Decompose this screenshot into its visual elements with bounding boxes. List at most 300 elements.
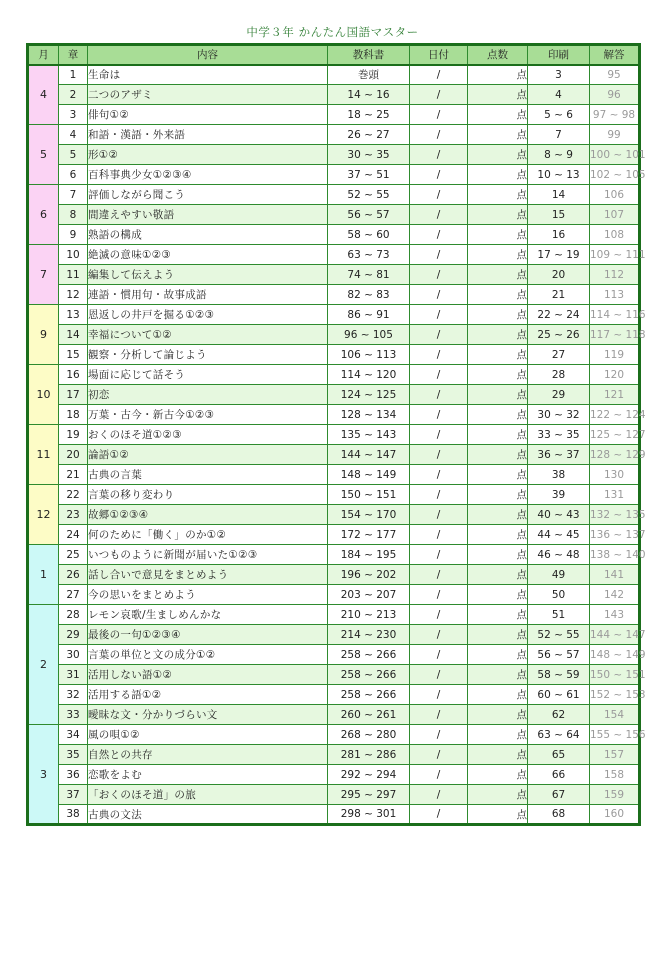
table-row bbox=[28, 325, 640, 345]
textbook-pages-cell: 58 ~ 60 bbox=[328, 225, 410, 245]
print-cell: 33 ~ 35 bbox=[528, 425, 590, 445]
answer-cell: 114 ~ 116 bbox=[590, 305, 640, 325]
chapter-cell: 4 bbox=[59, 125, 88, 145]
textbook-pages-cell: 86 ~ 91 bbox=[328, 305, 410, 325]
table-row bbox=[28, 305, 640, 325]
score-cell: 点 bbox=[468, 505, 528, 525]
chapter-cell: 29 bbox=[59, 625, 88, 645]
textbook-pages-cell: 292 ~ 294 bbox=[328, 765, 410, 785]
score-cell: 点 bbox=[468, 405, 528, 425]
date-cell: / bbox=[410, 745, 468, 765]
score-cell: 点 bbox=[468, 145, 528, 165]
content-cell: 二つのアザミ bbox=[88, 85, 328, 105]
chapter-cell: 35 bbox=[59, 745, 88, 765]
textbook-pages-cell: 196 ~ 202 bbox=[328, 565, 410, 585]
content-cell: 編集して伝えよう bbox=[88, 265, 328, 285]
chapter-cell: 1 bbox=[59, 65, 88, 85]
date-cell: / bbox=[410, 185, 468, 205]
content-cell: 観察・分析して論じよう bbox=[88, 345, 328, 365]
table-row bbox=[28, 785, 640, 805]
print-cell: 30 ~ 32 bbox=[528, 405, 590, 425]
table-row bbox=[28, 765, 640, 785]
date-cell: / bbox=[410, 345, 468, 365]
header-date: 日付 bbox=[410, 45, 468, 65]
answer-cell: 142 bbox=[590, 585, 640, 605]
score-cell: 点 bbox=[468, 65, 528, 85]
date-cell: / bbox=[410, 785, 468, 805]
score-cell: 点 bbox=[468, 785, 528, 805]
chapter-cell: 23 bbox=[59, 505, 88, 525]
textbook-pages-cell: 258 ~ 266 bbox=[328, 685, 410, 705]
answer-cell: 99 bbox=[590, 125, 640, 145]
table-row bbox=[28, 365, 640, 385]
table-row bbox=[28, 425, 640, 445]
chapter-cell: 34 bbox=[59, 725, 88, 745]
score-cell: 点 bbox=[468, 585, 528, 605]
month-cell: 11 bbox=[28, 425, 59, 485]
table-row bbox=[28, 485, 640, 505]
table-row bbox=[28, 265, 640, 285]
answer-cell: 158 bbox=[590, 765, 640, 785]
table-row bbox=[28, 205, 640, 225]
content-cell: 故郷①②③④ bbox=[88, 505, 328, 525]
answer-cell: 159 bbox=[590, 785, 640, 805]
content-cell: 形①② bbox=[88, 145, 328, 165]
month-cell: 1 bbox=[28, 545, 59, 605]
content-cell: 話し合いで意見をまとめよう bbox=[88, 565, 328, 585]
chapter-cell: 31 bbox=[59, 665, 88, 685]
content-cell: 最後の一句①②③④ bbox=[88, 625, 328, 645]
content-cell: 熟語の構成 bbox=[88, 225, 328, 245]
content-cell: 活用しない語①② bbox=[88, 665, 328, 685]
score-cell: 点 bbox=[468, 125, 528, 145]
chapter-cell: 24 bbox=[59, 525, 88, 545]
table-row bbox=[28, 525, 640, 545]
textbook-pages-cell: 260 ~ 261 bbox=[328, 705, 410, 725]
answer-cell: 112 bbox=[590, 265, 640, 285]
score-cell: 点 bbox=[468, 725, 528, 745]
score-cell: 点 bbox=[468, 545, 528, 565]
textbook-pages-cell: 268 ~ 280 bbox=[328, 725, 410, 745]
header-answer: 解答 bbox=[590, 45, 640, 65]
answer-cell: 107 bbox=[590, 205, 640, 225]
chapter-cell: 16 bbox=[59, 365, 88, 385]
print-cell: 58 ~ 59 bbox=[528, 665, 590, 685]
date-cell: / bbox=[410, 725, 468, 745]
textbook-pages-cell: 30 ~ 35 bbox=[328, 145, 410, 165]
print-cell: 8 ~ 9 bbox=[528, 145, 590, 165]
print-cell: 67 bbox=[528, 785, 590, 805]
answer-cell: 117 ~ 118 bbox=[590, 325, 640, 345]
textbook-pages-cell: 52 ~ 55 bbox=[328, 185, 410, 205]
chapter-cell: 18 bbox=[59, 405, 88, 425]
content-cell: 連語・慣用句・故事成語 bbox=[88, 285, 328, 305]
print-cell: 38 bbox=[528, 465, 590, 485]
chapter-cell: 27 bbox=[59, 585, 88, 605]
textbook-pages-cell: 124 ~ 125 bbox=[328, 385, 410, 405]
table-row bbox=[28, 685, 640, 705]
textbook-pages-cell: 203 ~ 207 bbox=[328, 585, 410, 605]
table-row bbox=[28, 145, 640, 165]
date-cell: / bbox=[410, 665, 468, 685]
content-cell: 間違えやすい敬語 bbox=[88, 205, 328, 225]
score-cell: 点 bbox=[468, 305, 528, 325]
score-cell: 点 bbox=[468, 685, 528, 705]
date-cell: / bbox=[410, 425, 468, 445]
chapter-cell: 33 bbox=[59, 705, 88, 725]
print-cell: 40 ~ 43 bbox=[528, 505, 590, 525]
chapter-cell: 28 bbox=[59, 605, 88, 625]
date-cell: / bbox=[410, 705, 468, 725]
month-cell: 10 bbox=[28, 365, 59, 425]
date-cell: / bbox=[410, 545, 468, 565]
table-row bbox=[28, 745, 640, 765]
chapter-cell: 38 bbox=[59, 805, 88, 825]
score-cell: 点 bbox=[468, 365, 528, 385]
textbook-pages-cell: 258 ~ 266 bbox=[328, 645, 410, 665]
print-cell: 46 ~ 48 bbox=[528, 545, 590, 565]
chapter-cell: 20 bbox=[59, 445, 88, 465]
answer-cell: 160 bbox=[590, 805, 640, 825]
score-cell: 点 bbox=[468, 85, 528, 105]
date-cell: / bbox=[410, 445, 468, 465]
score-cell: 点 bbox=[468, 645, 528, 665]
table-row bbox=[28, 705, 640, 725]
answer-cell: 141 bbox=[590, 565, 640, 585]
month-cell: 7 bbox=[28, 245, 59, 305]
content-cell: レモン哀歌/生ましめんかな bbox=[88, 605, 328, 625]
content-cell: 百科事典少女①②③④ bbox=[88, 165, 328, 185]
textbook-pages-cell: 14 ~ 16 bbox=[328, 85, 410, 105]
month-cell: 9 bbox=[28, 305, 59, 365]
answer-cell: 97 ~ 98 bbox=[590, 105, 640, 125]
textbook-pages-cell: 295 ~ 297 bbox=[328, 785, 410, 805]
print-cell: 66 bbox=[528, 765, 590, 785]
chapter-cell: 8 bbox=[59, 205, 88, 225]
textbook-pages-cell: 298 ~ 301 bbox=[328, 805, 410, 825]
content-cell: 幸福について①② bbox=[88, 325, 328, 345]
textbook-pages-cell: 巻頭 bbox=[328, 65, 410, 85]
score-cell: 点 bbox=[468, 665, 528, 685]
score-cell: 点 bbox=[468, 485, 528, 505]
answer-cell: 122 ~ 124 bbox=[590, 405, 640, 425]
print-cell: 16 bbox=[528, 225, 590, 245]
table-row bbox=[28, 225, 640, 245]
chapter-cell: 32 bbox=[59, 685, 88, 705]
date-cell: / bbox=[410, 685, 468, 705]
month-cell: 6 bbox=[28, 185, 59, 245]
chapter-cell: 37 bbox=[59, 785, 88, 805]
answer-cell: 113 bbox=[590, 285, 640, 305]
answer-cell: 130 bbox=[590, 465, 640, 485]
answer-cell: 148 ~ 149 bbox=[590, 645, 640, 665]
header-row bbox=[28, 45, 640, 65]
content-cell: 和語・漢語・外来語 bbox=[88, 125, 328, 145]
print-cell: 22 ~ 24 bbox=[528, 305, 590, 325]
print-cell: 39 bbox=[528, 485, 590, 505]
textbook-pages-cell: 210 ~ 213 bbox=[328, 605, 410, 625]
score-cell: 点 bbox=[468, 745, 528, 765]
textbook-pages-cell: 56 ~ 57 bbox=[328, 205, 410, 225]
score-cell: 点 bbox=[468, 325, 528, 345]
date-cell: / bbox=[410, 105, 468, 125]
print-cell: 17 ~ 19 bbox=[528, 245, 590, 265]
print-cell: 65 bbox=[528, 745, 590, 765]
date-cell: / bbox=[410, 405, 468, 425]
table-row bbox=[28, 565, 640, 585]
score-cell: 点 bbox=[468, 205, 528, 225]
content-cell: 古典の言葉 bbox=[88, 465, 328, 485]
content-cell: 曖昧な文・分かりづらい文 bbox=[88, 705, 328, 725]
date-cell: / bbox=[410, 625, 468, 645]
textbook-pages-cell: 184 ~ 195 bbox=[328, 545, 410, 565]
date-cell: / bbox=[410, 65, 468, 85]
table-row bbox=[28, 605, 640, 625]
textbook-pages-cell: 150 ~ 151 bbox=[328, 485, 410, 505]
chapter-cell: 10 bbox=[59, 245, 88, 265]
score-cell: 点 bbox=[468, 765, 528, 785]
content-cell: 絶滅の意味①②③ bbox=[88, 245, 328, 265]
table-row bbox=[28, 805, 640, 825]
date-cell: / bbox=[410, 205, 468, 225]
answer-cell: 143 bbox=[590, 605, 640, 625]
month-cell: 5 bbox=[28, 125, 59, 185]
score-cell: 点 bbox=[468, 265, 528, 285]
print-cell: 52 ~ 55 bbox=[528, 625, 590, 645]
answer-cell: 144 ~ 147 bbox=[590, 625, 640, 645]
table-row bbox=[28, 445, 640, 465]
table-row bbox=[28, 725, 640, 745]
answer-cell: 121 bbox=[590, 385, 640, 405]
content-cell: 評価しながら聞こう bbox=[88, 185, 328, 205]
answer-cell: 119 bbox=[590, 345, 640, 365]
header-print: 印刷 bbox=[528, 45, 590, 65]
table-row bbox=[28, 85, 640, 105]
print-cell: 29 bbox=[528, 385, 590, 405]
score-cell: 点 bbox=[468, 105, 528, 125]
chapter-cell: 6 bbox=[59, 165, 88, 185]
month-cell: 2 bbox=[28, 605, 59, 725]
textbook-pages-cell: 82 ~ 83 bbox=[328, 285, 410, 305]
print-cell: 44 ~ 45 bbox=[528, 525, 590, 545]
date-cell: / bbox=[410, 265, 468, 285]
content-cell: 万葉・古今・新古今①②③ bbox=[88, 405, 328, 425]
chapter-cell: 12 bbox=[59, 285, 88, 305]
chapter-cell: 17 bbox=[59, 385, 88, 405]
date-cell: / bbox=[410, 225, 468, 245]
chapter-cell: 3 bbox=[59, 105, 88, 125]
content-cell: 恋歌をよむ bbox=[88, 765, 328, 785]
date-cell: / bbox=[410, 645, 468, 665]
page-title: 中学３年 かんたん国語マスター bbox=[246, 25, 419, 39]
score-cell: 点 bbox=[468, 605, 528, 625]
textbook-pages-cell: 172 ~ 177 bbox=[328, 525, 410, 545]
table-row bbox=[28, 105, 640, 125]
header-textbook: 教科書 bbox=[328, 45, 410, 65]
answer-cell: 120 bbox=[590, 365, 640, 385]
textbook-pages-cell: 96 ~ 105 bbox=[328, 325, 410, 345]
content-cell: おくのほそ道①②③ bbox=[88, 425, 328, 445]
date-cell: / bbox=[410, 125, 468, 145]
print-cell: 15 bbox=[528, 205, 590, 225]
score-cell: 点 bbox=[468, 345, 528, 365]
date-cell: / bbox=[410, 525, 468, 545]
print-cell: 27 bbox=[528, 345, 590, 365]
textbook-pages-cell: 26 ~ 27 bbox=[328, 125, 410, 145]
print-cell: 36 ~ 37 bbox=[528, 445, 590, 465]
table-row bbox=[28, 245, 640, 265]
chapter-cell: 30 bbox=[59, 645, 88, 665]
answer-cell: 100 ~ 101 bbox=[590, 145, 640, 165]
chapter-cell: 25 bbox=[59, 545, 88, 565]
answer-cell: 157 bbox=[590, 745, 640, 765]
content-cell: 自然との共存 bbox=[88, 745, 328, 765]
textbook-pages-cell: 154 ~ 170 bbox=[328, 505, 410, 525]
chapter-cell: 36 bbox=[59, 765, 88, 785]
score-cell: 点 bbox=[468, 465, 528, 485]
table-row bbox=[28, 505, 640, 525]
table-row bbox=[28, 125, 640, 145]
answer-cell: 150 ~ 151 bbox=[590, 665, 640, 685]
answer-cell: 128 ~ 129 bbox=[590, 445, 640, 465]
score-cell: 点 bbox=[468, 565, 528, 585]
print-cell: 56 ~ 57 bbox=[528, 645, 590, 665]
score-cell: 点 bbox=[468, 245, 528, 265]
answer-cell: 106 bbox=[590, 185, 640, 205]
score-cell: 点 bbox=[468, 165, 528, 185]
score-cell: 点 bbox=[468, 525, 528, 545]
month-cell: 4 bbox=[28, 65, 59, 125]
table-row bbox=[28, 465, 640, 485]
answer-cell: 108 bbox=[590, 225, 640, 245]
study-schedule-table bbox=[26, 43, 646, 826]
chapter-cell: 22 bbox=[59, 485, 88, 505]
chapter-cell: 26 bbox=[59, 565, 88, 585]
header-month: 月 bbox=[28, 45, 59, 65]
chapter-cell: 11 bbox=[59, 265, 88, 285]
table-row bbox=[28, 645, 640, 665]
content-cell: 「おくのほそ道」の旅 bbox=[88, 785, 328, 805]
date-cell: / bbox=[410, 285, 468, 305]
table-row bbox=[28, 545, 640, 565]
content-cell: 言葉の単位と文の成分①② bbox=[88, 645, 328, 665]
textbook-pages-cell: 63 ~ 73 bbox=[328, 245, 410, 265]
table-row bbox=[28, 185, 640, 205]
content-cell: 古典の文法 bbox=[88, 805, 328, 825]
answer-cell: 125 ~ 127 bbox=[590, 425, 640, 445]
chapter-cell: 9 bbox=[59, 225, 88, 245]
date-cell: / bbox=[410, 145, 468, 165]
answer-cell: 131 bbox=[590, 485, 640, 505]
textbook-pages-cell: 148 ~ 149 bbox=[328, 465, 410, 485]
score-cell: 点 bbox=[468, 705, 528, 725]
content-cell: 俳句①② bbox=[88, 105, 328, 125]
answer-cell: 102 ~ 105 bbox=[590, 165, 640, 185]
textbook-pages-cell: 128 ~ 134 bbox=[328, 405, 410, 425]
print-cell: 62 bbox=[528, 705, 590, 725]
print-cell: 25 ~ 26 bbox=[528, 325, 590, 345]
date-cell: / bbox=[410, 465, 468, 485]
content-cell: 風の唄①② bbox=[88, 725, 328, 745]
header-score: 点数 bbox=[468, 45, 528, 65]
date-cell: / bbox=[410, 765, 468, 785]
table-row bbox=[28, 665, 640, 685]
textbook-pages-cell: 37 ~ 51 bbox=[328, 165, 410, 185]
textbook-pages-cell: 258 ~ 266 bbox=[328, 665, 410, 685]
print-cell: 51 bbox=[528, 605, 590, 625]
print-cell: 49 bbox=[528, 565, 590, 585]
print-cell: 7 bbox=[528, 125, 590, 145]
table-row bbox=[28, 625, 640, 645]
textbook-pages-cell: 18 ~ 25 bbox=[328, 105, 410, 125]
print-cell: 60 ~ 61 bbox=[528, 685, 590, 705]
content-cell: 今の思いをまとめよう bbox=[88, 585, 328, 605]
textbook-pages-cell: 74 ~ 81 bbox=[328, 265, 410, 285]
answer-cell: 154 bbox=[590, 705, 640, 725]
table-body bbox=[28, 65, 646, 825]
content-cell: 生命は bbox=[88, 65, 328, 85]
answer-cell: 132 ~ 135 bbox=[590, 505, 640, 525]
print-cell: 21 bbox=[528, 285, 590, 305]
chapter-cell: 13 bbox=[59, 305, 88, 325]
score-cell: 点 bbox=[468, 445, 528, 465]
content-cell: いつものように新聞が届いた①②③ bbox=[88, 545, 328, 565]
header-content: 内容 bbox=[88, 45, 328, 65]
content-cell: 初恋 bbox=[88, 385, 328, 405]
content-cell: 何のために「働く」のか①② bbox=[88, 525, 328, 545]
chapter-cell: 15 bbox=[59, 345, 88, 365]
answer-cell: 138 ~ 140 bbox=[590, 545, 640, 565]
score-cell: 点 bbox=[468, 805, 528, 825]
date-cell: / bbox=[410, 485, 468, 505]
chapter-cell: 19 bbox=[59, 425, 88, 445]
date-cell: / bbox=[410, 325, 468, 345]
date-cell: / bbox=[410, 805, 468, 825]
table-row bbox=[28, 345, 640, 365]
textbook-pages-cell: 135 ~ 143 bbox=[328, 425, 410, 445]
date-cell: / bbox=[410, 505, 468, 525]
score-cell: 点 bbox=[468, 185, 528, 205]
answer-cell: 155 ~ 156 bbox=[590, 725, 640, 745]
date-cell: / bbox=[410, 245, 468, 265]
print-cell: 20 bbox=[528, 265, 590, 285]
date-cell: / bbox=[410, 385, 468, 405]
answer-cell: 136 ~ 137 bbox=[590, 525, 640, 545]
chapter-cell: 2 bbox=[59, 85, 88, 105]
print-cell: 10 ~ 13 bbox=[528, 165, 590, 185]
answer-cell: 109 ~ 111 bbox=[590, 245, 640, 265]
chapter-cell: 7 bbox=[59, 185, 88, 205]
answer-cell: 96 bbox=[590, 85, 640, 105]
answer-cell: 95 bbox=[590, 65, 640, 85]
date-cell: / bbox=[410, 585, 468, 605]
chapter-cell: 5 bbox=[59, 145, 88, 165]
content-cell: 言葉の移り変わり bbox=[88, 485, 328, 505]
score-cell: 点 bbox=[468, 385, 528, 405]
chapter-cell: 21 bbox=[59, 465, 88, 485]
textbook-pages-cell: 281 ~ 286 bbox=[328, 745, 410, 765]
date-cell: / bbox=[410, 165, 468, 185]
print-cell: 4 bbox=[528, 85, 590, 105]
print-cell: 5 ~ 6 bbox=[528, 105, 590, 125]
table-row bbox=[28, 165, 640, 185]
score-cell: 点 bbox=[468, 625, 528, 645]
textbook-pages-cell: 114 ~ 120 bbox=[328, 365, 410, 385]
textbook-pages-cell: 144 ~ 147 bbox=[328, 445, 410, 465]
print-cell: 14 bbox=[528, 185, 590, 205]
table-row bbox=[28, 65, 640, 85]
date-cell: / bbox=[410, 365, 468, 385]
